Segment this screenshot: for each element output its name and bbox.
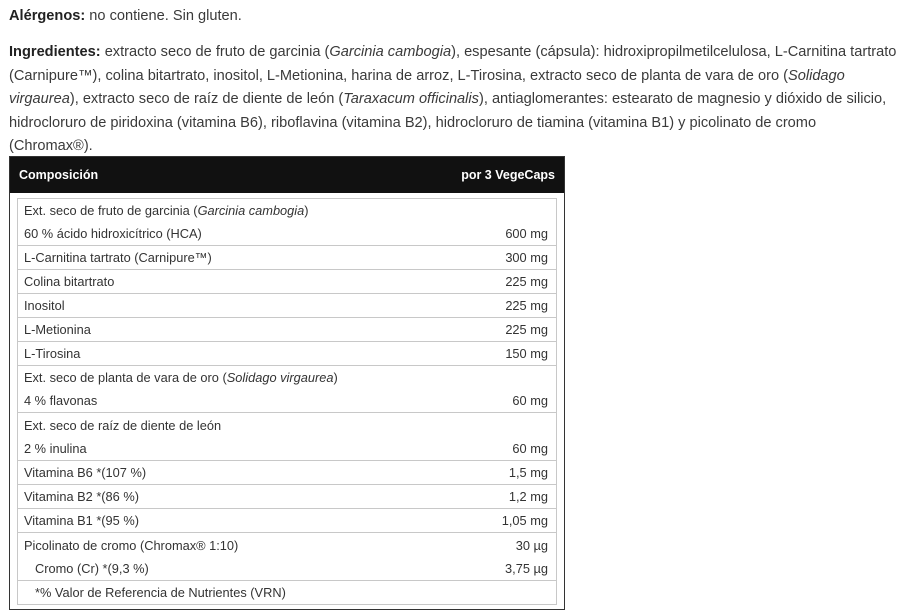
table-row [10, 198, 564, 222]
header-per-serving: por 3 VegeCaps [461, 168, 555, 182]
ingredient-amount: 600 mg [412, 222, 557, 246]
ingredient-amount: 30 µg [412, 533, 557, 557]
table-row [10, 294, 564, 318]
ingredient-name: Vitamina B1 *(95 %) [17, 509, 412, 533]
ingredient-name: L-Tirosina [17, 342, 412, 366]
ingredient-name: Cromo (Cr) *(9,3 %) [17, 557, 412, 581]
ingredient-amount: 225 mg [412, 294, 557, 318]
ingredient-latin-name: Solidago virgaurea [9, 67, 845, 107]
ingredient-name: L-Carnitina tartrato (Carnipure™) [17, 246, 412, 270]
ingredient-name: Ext. seco de planta de vara de oro ( Solidago virgaurea ) [17, 366, 412, 390]
ingredient-name: 2 % inulina [17, 437, 412, 461]
table-row [10, 461, 564, 485]
table-header [10, 157, 564, 193]
header-composition: Composición [19, 168, 99, 182]
ingredients-text [9, 44, 896, 154]
ingredient-name: Inositol [17, 294, 412, 318]
table-row [10, 246, 564, 270]
ingredient-amount [412, 413, 557, 437]
ingredient-amount [412, 366, 557, 390]
table-row [10, 533, 564, 557]
ingredient-name: Vitamina B6 *(107 %) [17, 461, 412, 485]
ingredient-amount: 60 mg [412, 437, 557, 461]
table-row [10, 390, 564, 414]
ingredient-name: Colina bitartrato [17, 270, 412, 294]
ingredient-amount: 225 mg [412, 318, 557, 342]
allergens-label: Alérgenos: [9, 8, 86, 24]
allergens-paragraph [9, 5, 902, 29]
table-row [10, 437, 564, 461]
table-row [10, 557, 564, 581]
ingredients-label: Ingredientes: [9, 44, 101, 60]
ingredient-text-segment: ), antiaglomerantes: estearato de magnesio y dióxido de silicio, hidrocloruro de piridoxina (vitamina B6), riboflavina (vitamina B2), hidrocloruro de tiamina (vitamina B1) y picolinato de cromo (Chromax®). [9, 91, 887, 154]
ingredient-name: Ext. seco de fruto de garcinia ( Garcinia cambogia ) [17, 198, 412, 222]
ingredient-amount [412, 198, 557, 222]
ingredients-paragraph [9, 41, 902, 159]
ingredient-amount: 1,2 mg [412, 485, 557, 509]
ingredient-name: Picolinato de cromo (Chromax® 1:10) [17, 533, 412, 557]
ingredient-amount: 3,75 µg [412, 557, 557, 581]
table-footnote [10, 581, 564, 605]
table-body [10, 193, 564, 609]
table-row [10, 413, 564, 437]
ingredient-latin-name: Garcinia cambogia [329, 44, 452, 60]
ingredient-name: Vitamina B2 *(86 %) [17, 485, 412, 509]
ingredient-amount: 300 mg [412, 246, 557, 270]
ingredient-text-segment: ), espesante (cápsula): hidroxipropilmetilcelulosa, L-Carnitina tartrato (Carnipure™), colina bitartrato, inositol, L-Metionina, harina de arroz, L-Tirosina, extracto seco de planta de vara de oro ( [9, 44, 897, 84]
table-row [10, 318, 564, 342]
table-row [10, 366, 564, 390]
ingredient-text-segment: extracto seco de fruto de garcinia ( [100, 44, 330, 60]
ingredient-name: Ext. seco de raíz de diente de león [17, 413, 412, 437]
ingredient-amount [412, 581, 557, 605]
ingredient-latin-name: Taraxacum officinalis [343, 91, 479, 107]
ingredient-amount: 1,05 mg [412, 509, 557, 533]
ingredient-amount: 150 mg [412, 342, 557, 366]
table-row [10, 342, 564, 366]
table-row [10, 270, 564, 294]
ingredient-amount: 60 mg [412, 390, 557, 414]
ingredient-name: L-Metionina [17, 318, 412, 342]
table-row [10, 222, 564, 246]
ingredient-amount: 225 mg [412, 270, 557, 294]
composition-table [9, 156, 565, 610]
allergens-text: no contiene. Sin gluten. [85, 8, 242, 24]
ingredient-amount: 1,5 mg [412, 461, 557, 485]
table-row [10, 509, 564, 533]
ingredient-name: 4 % flavonas [17, 390, 412, 414]
ingredient-name: *% Valor de Referencia de Nutrientes (VRN) [17, 581, 412, 605]
table-row [10, 485, 564, 509]
ingredient-text-segment: ), extracto seco de raíz de diente de león ( [69, 91, 344, 107]
ingredient-name: 60 % ácido hidroxicítrico (HCA) [17, 222, 412, 246]
